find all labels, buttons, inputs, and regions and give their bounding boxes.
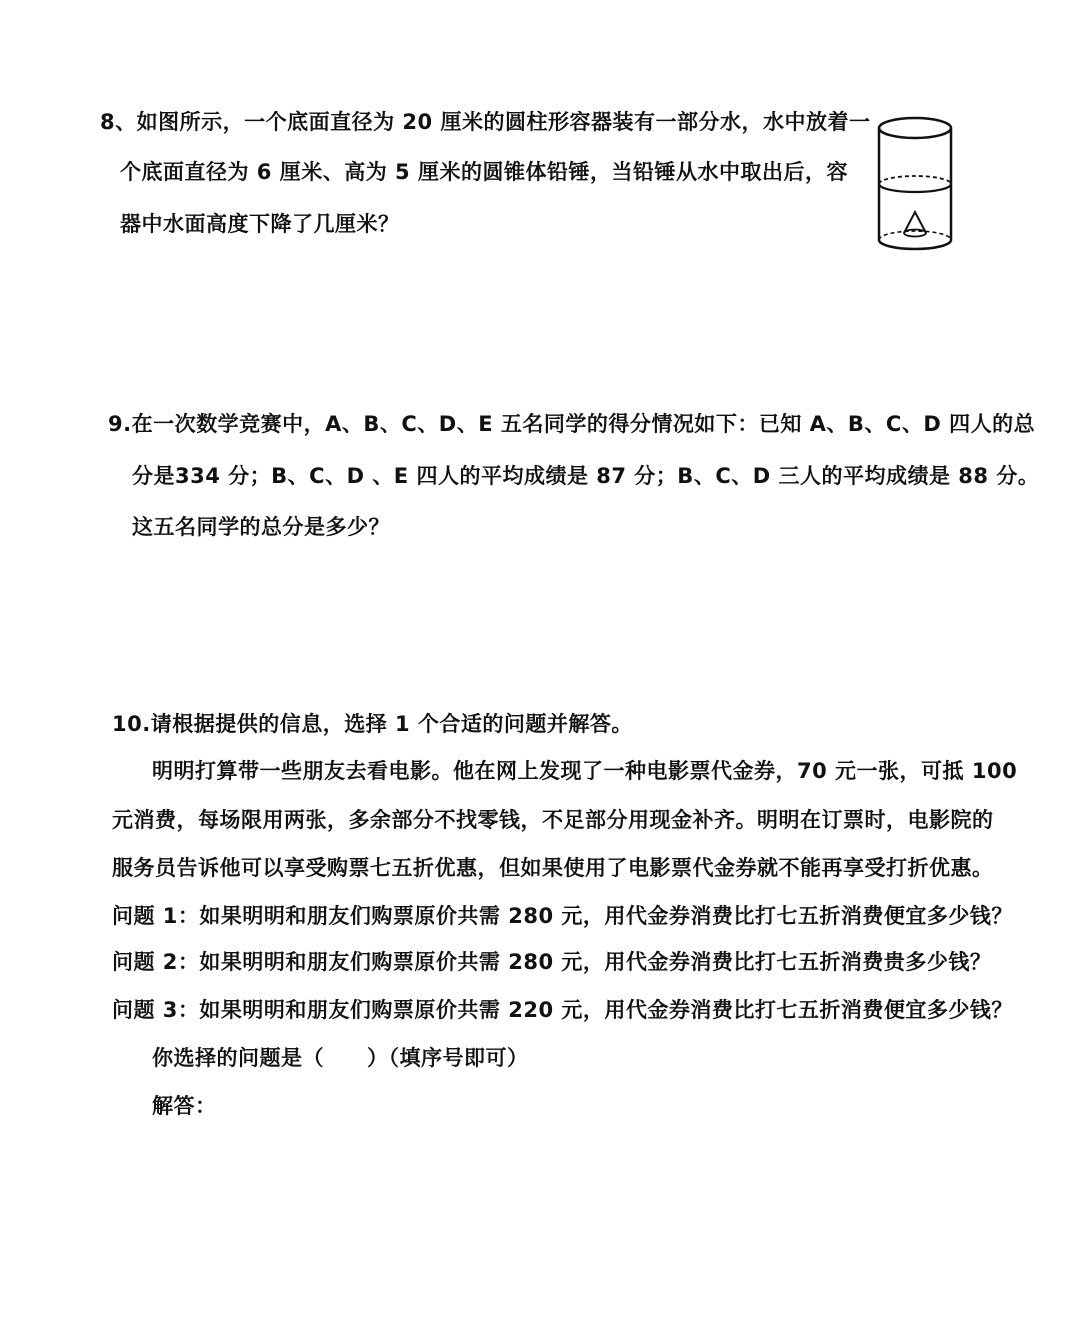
q10-choice-prompt: 你选择的问题是（ ）（填序号即可） [152, 1046, 529, 1070]
water-surface-back [879, 176, 951, 184]
q10-paragraph-line-1: 明明打算带一些朋友去看电影。他在网上发现了一种电影票代金券，70 元一张，可抵 100 [152, 759, 1018, 783]
cylinder-bottom-back [879, 231, 951, 240]
q9-line-2: 分是334 分；B、C、D 、E 四人的平均成绩是 87 分；B、C、D 三人的平均成绩是 88 分。 [132, 464, 1040, 488]
q10-title: 10.请根据提供的信息，选择 1 个合适的问题并解答。 [112, 712, 633, 736]
cylinder-top-ellipse [879, 118, 951, 138]
q10-question-3: 问题 3：如果明明和朋友们购票原价共需 220 元，用代金券消费比打七五折消费便宜多少钱？ [112, 998, 1013, 1022]
cylinder-bottom-front [879, 240, 951, 249]
q10-paragraph-line-3: 服务员告诉他可以享受购票七五折优惠，但如果使用了电影票代金券就不能再享受打折优惠。 [112, 856, 994, 880]
q10-question-1: 问题 1：如果明明和朋友们购票原价共需 280 元，用代金券消费比打七五折消费便宜多少钱？ [112, 904, 1013, 928]
cylinder-cone-figure [870, 112, 960, 257]
q10-question-2: 问题 2：如果明明和朋友们购票原价共需 280 元，用代金券消费比打七五折消费贵多少钱？ [112, 950, 992, 974]
q9-line-3: 这五名同学的总分是多少？ [132, 515, 390, 539]
q10-answer-label: 解答： [152, 1094, 217, 1118]
q9-line-1: 9.在一次数学竞赛中，A、B、C、D、E 五名同学的得分情况如下：已知 A、B、C、D 四人的总 [108, 412, 1036, 436]
q10-paragraph-line-2: 元消费，每场限用两张，多余部分不找零钱，不足部分用现金补齐。明明在订票时，电影院的 [112, 808, 994, 832]
q8-line-3: 器中水面高度下降了几厘米？ [120, 212, 400, 236]
q8-line-1: 8、如图所示，一个底面直径为 20 厘米的圆柱形容器装有一部分水，水中放着一 [100, 110, 871, 134]
q8-line-2: 个底面直径为 6 厘米、高为 5 厘米的圆锥体铅锤，当铅锤从水中取出后，容 [120, 160, 848, 184]
water-surface-front [879, 184, 951, 192]
